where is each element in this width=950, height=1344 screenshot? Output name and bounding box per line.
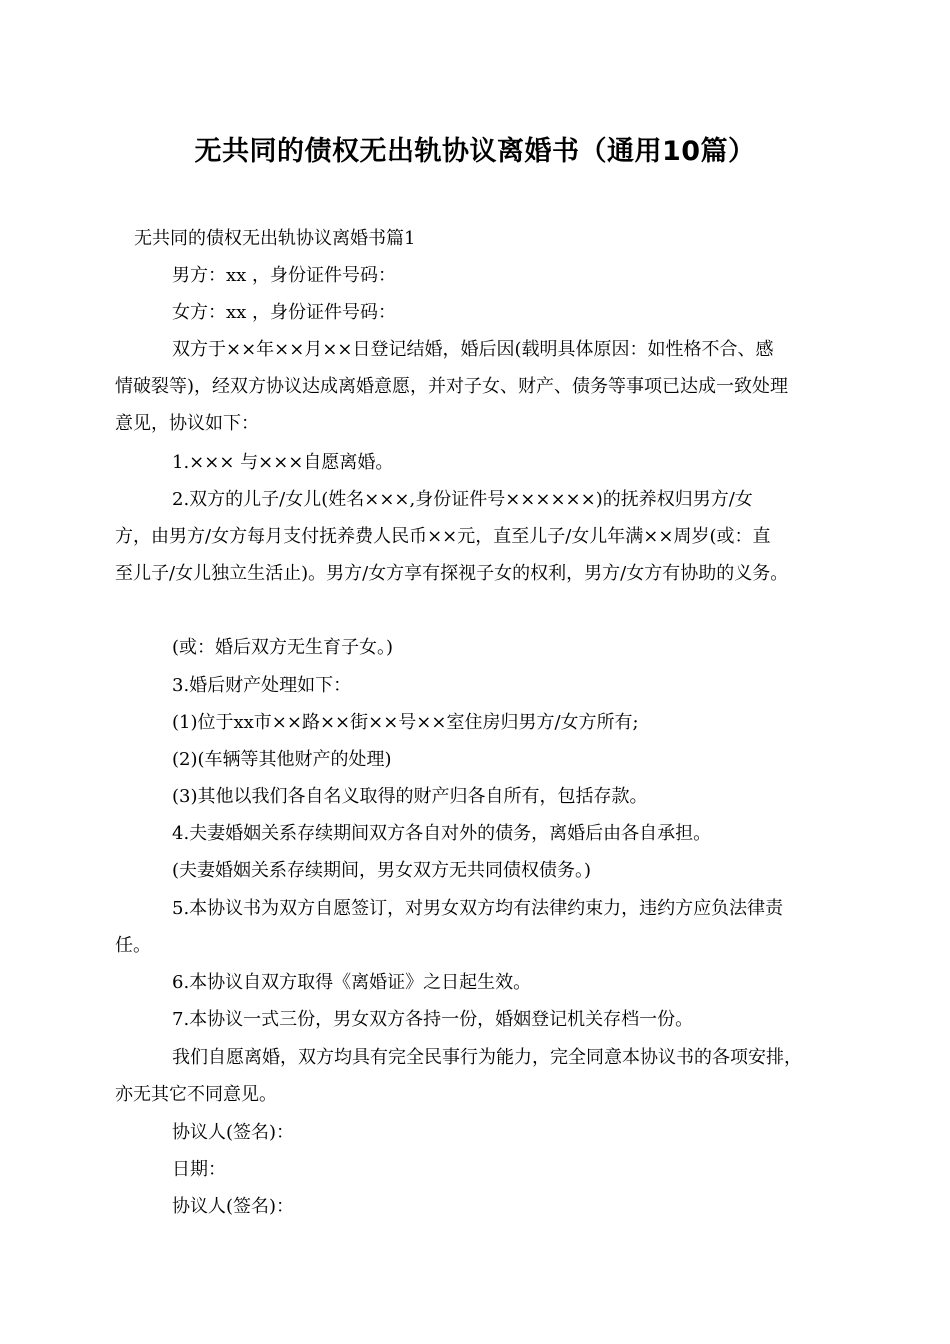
section-heading: 无共同的债权无出轨协议离婚书篇1 bbox=[134, 228, 416, 249]
signature-line: 协议人(签名)： bbox=[172, 1122, 295, 1143]
clause-2-line: 至儿子/女儿独立生活止)。男方/女方享有探视子女的权利，男方/女方有协助的义务。 bbox=[115, 563, 789, 584]
intro-paragraph-line: 双方于××年××月××日登记结婚，婚后因(载明具体原因：如性格不合、感 bbox=[172, 339, 774, 360]
closing-paragraph-line: 亦无其它不同意见。 bbox=[115, 1084, 277, 1105]
male-party-line: 男方：xx ，身份证件号码： bbox=[172, 265, 397, 286]
intro-paragraph-line: 情破裂等)，经双方协议达成离婚意愿，并对子女、财产、债务等事项已达成一致处理 bbox=[115, 376, 789, 397]
clause-2-line: 方，由男方/女方每月支付抚养费人民币××元，直至儿子/女儿年满××周岁(或：直 bbox=[115, 526, 771, 547]
clause-5-line: 5.本协议书为双方自愿签订，对男女双方均有法律约束力，违约方应负法律责 bbox=[172, 898, 784, 919]
clause-6: 6.本协议自双方取得《离婚证》之日起生效。 bbox=[172, 972, 532, 993]
clause-4-alternative: (夫妻婚姻关系存续期间，男女双方无共同债权债务。) bbox=[172, 860, 592, 881]
clause-2-alternative: (或：婚后双方无生育子女。) bbox=[172, 637, 394, 658]
female-party-line: 女方：xx ，身份证件号码： bbox=[172, 302, 397, 323]
clause-3: 3.婚后财产处理如下： bbox=[172, 675, 352, 696]
document-title: 无共同的债权无出轨协议离婚书（通用10篇） bbox=[194, 136, 756, 167]
signature-line: 协议人(签名)： bbox=[172, 1196, 295, 1217]
date-line: 日期： bbox=[172, 1159, 226, 1180]
clause-1: 1.××× 与×××自愿离婚。 bbox=[172, 452, 394, 473]
clause-2-line: 2.双方的儿子/女儿(姓名×××,身份证件号××××××)的抚养权归男方/女 bbox=[172, 489, 753, 510]
clause-3-sub-3: (3)其他以我们各自名义取得的财产归各自所有，包括存款。 bbox=[172, 786, 648, 807]
clause-3-sub-1: (1)位于xx市××路××街××号××室住房归男方/女方所有; bbox=[172, 712, 639, 733]
clause-4: 4.夫妻婚姻关系存续期间双方各自对外的债务，离婚后由各自承担。 bbox=[172, 823, 712, 844]
intro-paragraph-line: 意见，协议如下： bbox=[115, 413, 259, 434]
clause-5-line: 任。 bbox=[115, 935, 151, 956]
clause-3-sub-2: (2)(车辆等其他财产的处理) bbox=[172, 749, 392, 770]
clause-7: 7.本协议一式三份，男女双方各持一份，婚姻登记机关存档一份。 bbox=[172, 1009, 694, 1030]
closing-paragraph-line: 我们自愿离婚，双方均具有完全民事行为能力，完全同意本协议书的各项安排， bbox=[172, 1047, 802, 1068]
